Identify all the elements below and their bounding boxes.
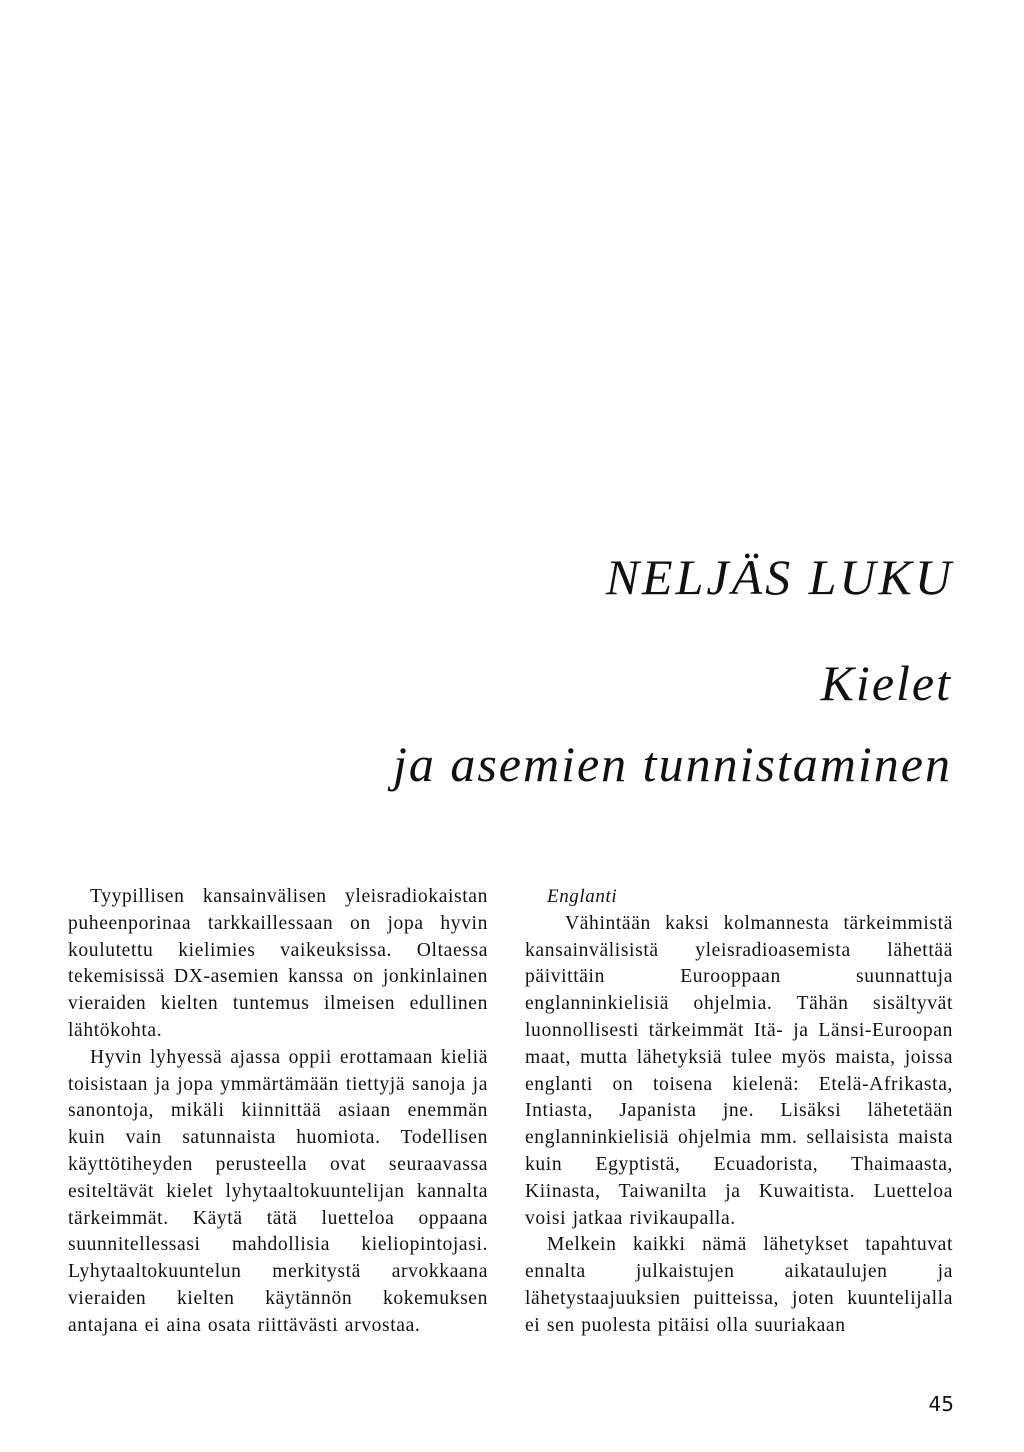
section-heading-englanti: Englanti: [547, 886, 618, 907]
paragraph: Vähintään kaksi kolmannesta tärkeimmistä kansainvälisistä yleisradioasemista lähettää päivittäin Eurooppaan suunnattuja englanninkielisiä ohjelmia. Tähän sisältyvät luonnollisesti tärkeimmät Itä- ja Länsi-Euroopan maat, mutta lähetyksiä tulee myös maista, joissa englanti on toisena kielenä: Etelä-Afrikasta, Intiasta, Japanista jne. Lisäksi lähetetään englanninkielisiä ohjelmia mm. sellaisista maista kuin Egyptistä, Ecuadorista, Thaimaasta, Kiinasta, Taiwanilta ja Kuwaitista. Luetteloa voisi jatkaa rivikaupalla.: [525, 912, 953, 1229]
right-text-column: [525, 884, 953, 1340]
chapter-subtitle-line1: Kielet: [820, 655, 952, 711]
chapter-title: NELJÄS LUKU: [605, 549, 954, 605]
page-number: 45: [928, 1392, 954, 1416]
paragraph: Tyypillisen kansainvälisen yleisradiokaistan puheenporinaa tarkkaillessaan on jopa hyvin koulutettu kielimies vaikeuksissa. Oltaessa tekemisissä DX-asemien kanssa on jonkinlainen vieraiden kielten tuntemus ilmeisen edullinen lähtökohta.: [68, 886, 488, 1041]
left-text-column: [68, 884, 488, 1340]
paragraph: Melkein kaikki nämä lähetykset tapahtuvat ennalta julkaistujen aikataulujen ja lähetystaajuuksien puitteissa, joten kuuntelijalla ei sen puolesta pitäisi olla suuriakaan: [525, 1234, 953, 1336]
paragraph: Hyvin lyhyessä ajassa oppii erottamaan kieliä toisistaan ja jopa ymmärtämään tiettyjä sanoja ja sanontoja, mikäli kiinnittää asiaan enemmän kuin vain satunnaista huomiota. Todellisen käyttötiheyden perusteella ovat seuraavassa esiteltävät kielet lyhytaaltokuuntelijan kannalta tärkeimmät. Käytä tätä luetteloa oppaana suunnitellessasi mahdollisia kieliopintojasi. Lyhytaaltokuuntelun merkitystä arvokkaana vieraiden kielten käytännön kokemuksen antajana ei aina osata riittävästi arvostaa.: [68, 1046, 488, 1336]
chapter-subtitle-line2: ja asemien tunnistaminen: [392, 736, 952, 792]
